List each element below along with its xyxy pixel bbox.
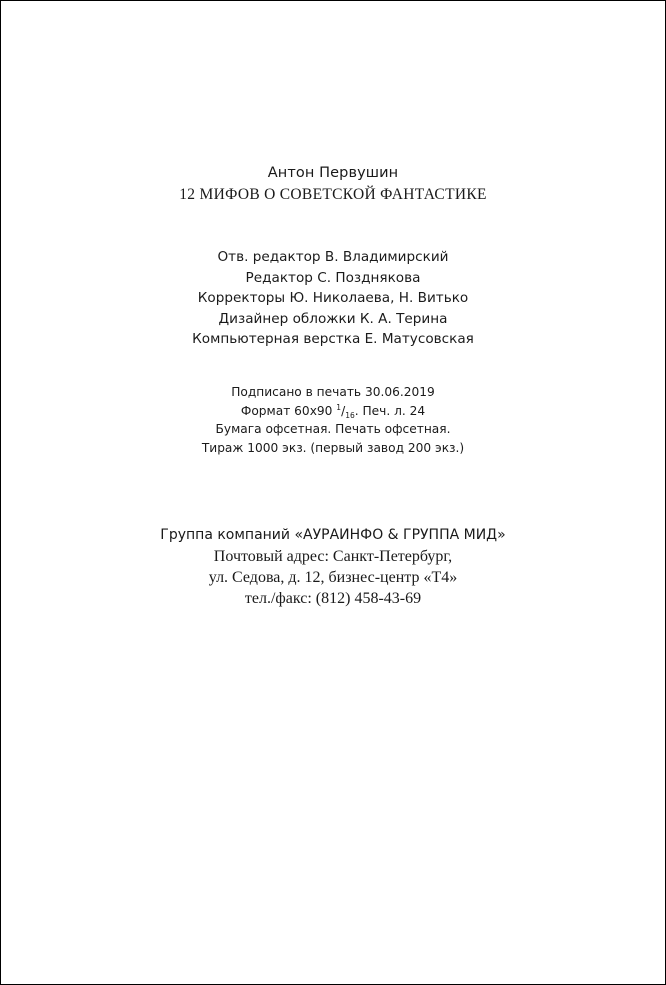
format-denominator: 16	[345, 410, 355, 420]
staff-line: Дизайнер обложки К. А. Терина	[218, 310, 448, 327]
print-run: Тираж 1000 экз. (первый завод 200 экз.)	[201, 440, 465, 455]
format-suffix: . Печ. л. 24	[354, 403, 426, 418]
signed-date: Подписано в печать 30.06.2019	[231, 385, 435, 399]
postal-address: Почтовый адрес: Санкт-Петербург,	[213, 548, 453, 565]
publisher-name: Группа компаний «АУРАИНФО & ГРУППА МИД»	[160, 527, 506, 543]
staff-line: Корректоры Ю. Николаева, Н. Витько	[197, 290, 469, 306]
street-address: ул. Седова, д. 12, бизнес-центр «Т4»	[208, 569, 458, 586]
author-name: Антон Первушин	[267, 165, 399, 181]
phone-fax: тел./факс: (812) 458-43-69	[244, 590, 422, 607]
format-slash: /	[341, 403, 346, 418]
format-prefix: Формат 60x90	[240, 403, 337, 418]
book-title: 12 МИФОВ О СОВЕТСКОЙ ФАНТАСТИКЕ	[179, 186, 487, 203]
format-line	[1, 402, 665, 421]
staff-line: Редактор С. Позднякова	[245, 269, 421, 286]
staff-line: Отв. редактор В. Владимирский	[217, 249, 449, 265]
paper-info: Бумага офсетная. Печать офсетная.	[215, 422, 451, 436]
staff-line: Компьютерная верстка Е. Матусовская	[192, 331, 474, 347]
format-numerator: 1	[336, 402, 342, 412]
print-info	[1, 383, 665, 457]
title-block	[1, 162, 665, 206]
editorial-staff	[1, 247, 665, 350]
publisher-info	[1, 525, 665, 609]
